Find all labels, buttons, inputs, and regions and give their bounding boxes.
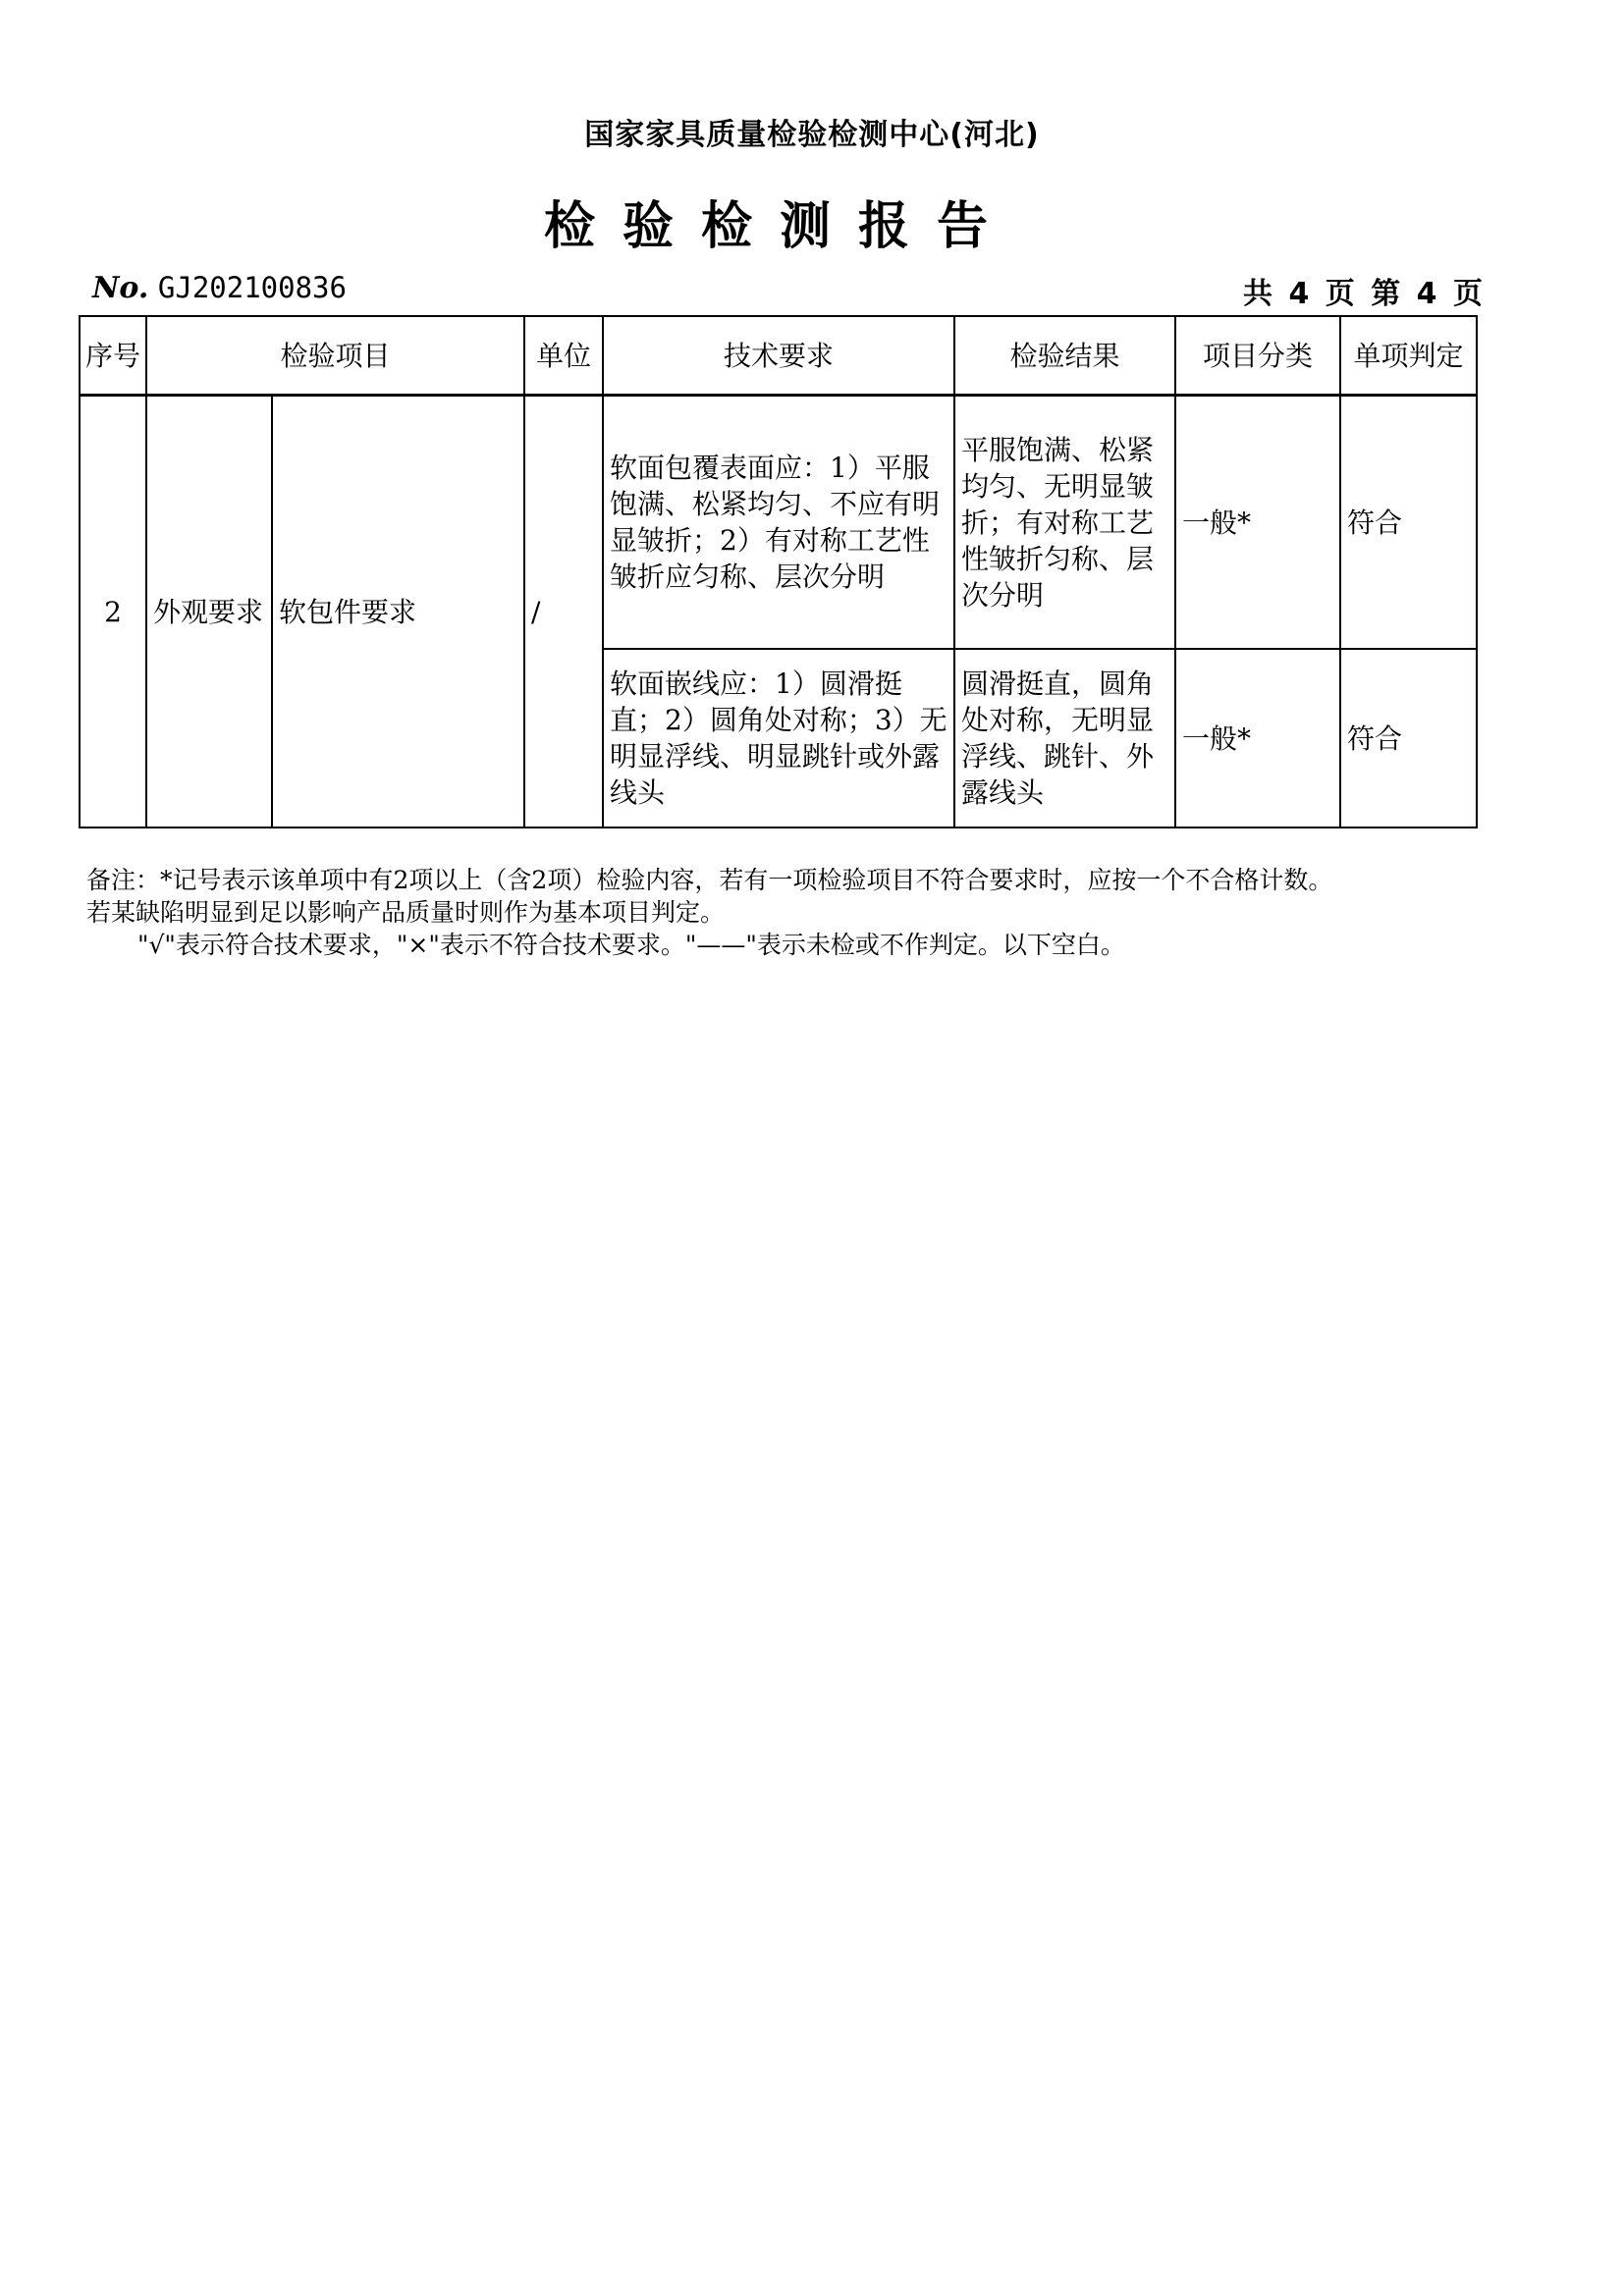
col-header-judgement: 单项判定 (1340, 316, 1477, 396)
remarks-line-1: 备注：*记号表示该单项中有2项以上（含2项）检验内容，若有一项检验项目不符合要求时，应按一个不合格计数。 (86, 866, 1333, 894)
cell-result: 圆滑挺直，圆角处对称，无明显浮线、跳针、外露线头 (954, 649, 1175, 828)
cell-category: 一般* (1175, 396, 1340, 650)
col-header-unit: 单位 (524, 316, 603, 396)
cell-result: 平服饱满、松紧均匀、无明显皱折；有对称工艺性皱折匀称、层次分明 (954, 396, 1175, 650)
cell-unit: / (524, 396, 603, 828)
table-header-row (80, 316, 1477, 396)
cell-seq: 2 (80, 396, 146, 828)
cell-item-subitem: 软包件要求 (272, 396, 524, 828)
cell-category: 一般* (1175, 649, 1340, 828)
report-number (92, 271, 347, 305)
organization-name: 国家家具质量检验检测中心(河北) (584, 118, 1040, 152)
cell-judgement: 符合 (1340, 649, 1477, 828)
remarks (86, 864, 1332, 961)
cell-judgement: 符合 (1340, 396, 1477, 650)
report-title: 检验检测报告 (543, 197, 1015, 256)
cell-requirement: 软面嵌线应：1）圆滑挺直；2）圆角处对称；3）无明显浮线、明显跳针或外露线头 (603, 649, 954, 828)
cell-requirement: 软面包覆表面应：1）平服饱满、松紧均匀、不应有明显皱折；2）有对称工艺性皱折应匀称、层次分明 (603, 396, 954, 650)
col-header-seq: 序号 (80, 316, 146, 396)
table-row (80, 396, 1477, 650)
report-number-label: No. (92, 271, 149, 305)
col-header-item: 检验项目 (146, 316, 524, 396)
col-header-requirement: 技术要求 (603, 316, 954, 396)
page-info: 共 4 页 第 4 页 (1243, 277, 1483, 311)
col-header-result: 检验结果 (954, 316, 1175, 396)
remarks-line-2: 若某缺陷明显到足以影响产品质量时则作为基本项目判定。 (86, 898, 726, 927)
inspection-table (79, 315, 1478, 828)
cell-item-category: 外观要求 (146, 396, 272, 828)
report-number-value: GJ202100836 (157, 271, 347, 304)
remarks-line-3: "√"表示符合技术要求，"×"表示不符合技术要求。"——"表示未检或不作判定。以下空白。 (137, 931, 1125, 959)
col-header-category: 项目分类 (1175, 316, 1340, 396)
